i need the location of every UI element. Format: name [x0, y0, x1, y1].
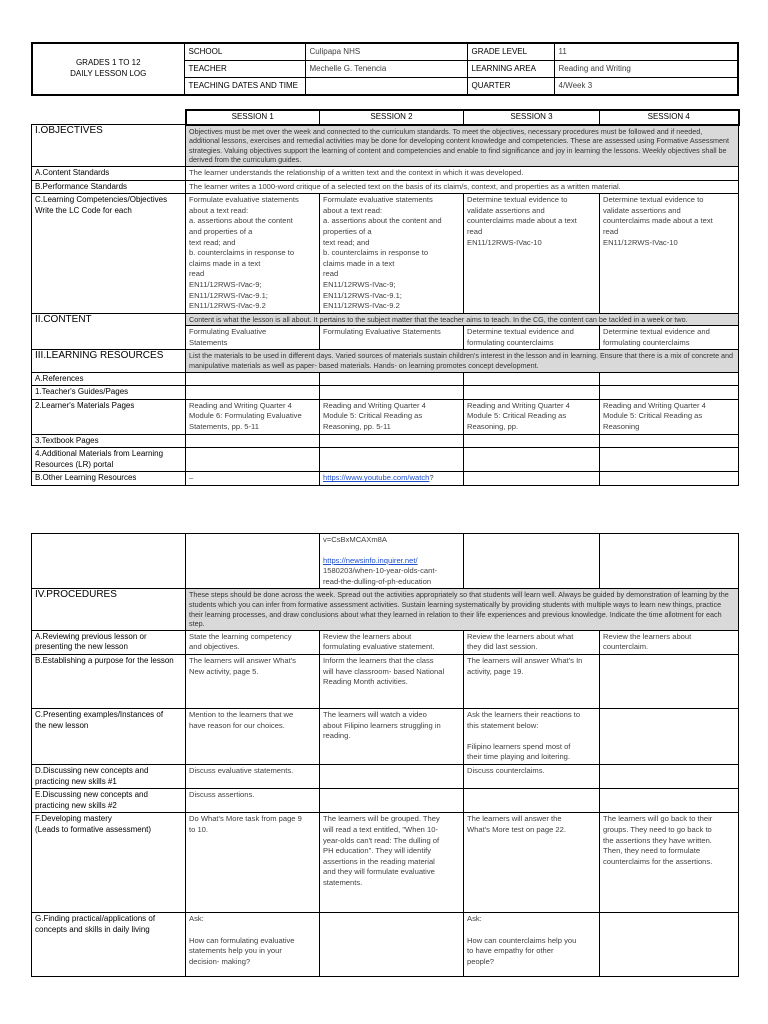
youtube-link-continued[interactable]: v=CsBxMCAXm8A — [323, 535, 387, 544]
procedure-d-s3: Discuss counterclaims. — [464, 764, 600, 788]
procedures-heading: IV.PROCEDURES — [32, 589, 186, 630]
procedure-c-label: C.Presenting examples/Instances of the new lesson — [32, 708, 186, 764]
guides-s2 — [320, 386, 464, 400]
lesson-table-part2 — [31, 533, 739, 977]
log-title — [32, 43, 184, 95]
references-s2 — [320, 372, 464, 386]
session-corner — [32, 110, 186, 125]
procedure-e-s4 — [600, 789, 739, 813]
other-resources-s1: – — [186, 472, 320, 486]
dates-value — [305, 78, 467, 96]
competency-session-3: Determine textual evidence to validate assertions and counterclaims made about a text read EN11/12RWS-IVac-10 — [464, 194, 600, 314]
other-resources-s2 — [320, 472, 464, 486]
area-value: Reading and Writing — [554, 61, 738, 78]
session-3-header: SESSION 3 — [464, 110, 600, 125]
additional-s4 — [600, 448, 739, 472]
session-2-header: SESSION 2 — [320, 110, 464, 125]
procedure-g-s1: Ask: How can formulating evaluative statements help you in your decision- making? — [186, 913, 320, 977]
continued-s3 — [464, 534, 600, 589]
guides-s1 — [186, 386, 320, 400]
header-table — [31, 42, 739, 96]
procedure-a-s3: Review the learners about what they did last session. — [464, 630, 600, 654]
procedure-c-s3: Ask the learners their reactions to this statement below: Filipino learners spend most of their time playing and loitering. — [464, 708, 600, 764]
procedure-f-label: F.Developing mastery (Leads to formative assessment) — [32, 813, 186, 913]
procedure-g-s2 — [320, 913, 464, 977]
procedure-b-s4 — [600, 654, 739, 708]
procedure-e-s1: Discuss assertions. — [186, 789, 320, 813]
procedure-c-s1: Mention to the learners that we have reason for our choices. — [186, 708, 320, 764]
resources-note: List the materials to be used in different days. Varied sources of materials sustain children's interest in the lesson and in learning. Ensure that there is a mix of concrete and manipulative materials as well as paper- based materials. Hands- on learning promotes concept development. — [186, 350, 739, 372]
school-label: SCHOOL — [184, 43, 305, 61]
content-note: Content is what the lesson is all about. It pertains to the subject matter that the teacher aims to teach. In the CG, the content can be tackled in a week or two. — [186, 313, 739, 326]
content-heading: II.CONTENT — [32, 313, 186, 350]
continued-s4 — [600, 534, 739, 589]
continued-s1 — [186, 534, 320, 589]
procedure-f-s4: The learners will go back to their groups. They need to go back to the assertions they have written. Then, they need to formulate counterclaims for the assertions. — [600, 813, 739, 913]
additional-materials-label: 4.Additional Materials from Learning Resources (LR) portal — [32, 448, 186, 472]
resources-heading: III.LEARNING RESOURCES — [32, 350, 186, 372]
performance-standards-value: The learner writes a 1000-word critique of a selected text on the basis of its claim/s, context, and properties as a written material. — [186, 180, 739, 194]
guides-s4 — [600, 386, 739, 400]
learners-materials-label: 2.Learner's Materials Pages — [32, 399, 186, 434]
procedure-b-s1: The learners will answer What's New activity, page 5. — [186, 654, 320, 708]
procedure-g-label: G.Finding practical/applications of concepts and skills in daily living — [32, 913, 186, 977]
continued-label — [32, 534, 186, 589]
procedure-f-s1: Do What's More task from page 9 to 10. — [186, 813, 320, 913]
materials-session-3: Reading and Writing Quarter 4 Module 5: Critical Reading as Reasoning, pp. — [464, 399, 600, 434]
quarter-label: QUARTER — [467, 78, 554, 96]
objectives-note: Objectives must be met over the week and connected to the curriculum standards. To meet the objectives, necessary procedures must be followed and if needed, additional lessons, exercises and remedial activities may be done for developing content knowledge and competencies. These are assessed using Formative Assessment strategies. Valuing objectives support the learning of content and competencies and enable to find significance and joy in learning the lessons. Weekly objectives shall be derived from the curriculum guides. — [186, 125, 739, 167]
competency-session-2: Formulate evaluative statements about a text read: a. assertions about the content and properties of a text read; and b. counterclaims in response to claims made in a text read EN11/12RWS-IVac-9; EN11/12RWS-IVac-9.1; EN11/12RWS-IVac-9.2 — [320, 194, 464, 314]
references-label: A.References — [32, 372, 186, 386]
procedure-a-s1: State the learning competency and objectives. — [186, 630, 320, 654]
procedure-b-label: B.Establishing a purpose for the lesson — [32, 654, 186, 708]
log-title-line1: GRADES 1 TO 12 — [75, 58, 141, 68]
procedure-g-s4 — [600, 913, 739, 977]
inquirer-link-continued[interactable]: 1580203/when-10-year-olds-cant- read-the-dulling-of-ph-education — [323, 566, 437, 586]
content-topic-session-4: Determine textual evidence and formulating counterclaims — [600, 326, 739, 350]
textbook-s3 — [464, 434, 600, 448]
procedure-f-s3: The learners will answer the What's More test on page 22. — [464, 813, 600, 913]
inquirer-link[interactable]: https://newsinfo.inquirer.net/ — [323, 555, 418, 565]
references-s4 — [600, 372, 739, 386]
objectives-heading: I.OBJECTIVES — [32, 125, 186, 167]
log-title-line2: DAILY LESSON LOG — [70, 69, 147, 78]
textbook-pages-label: 3.Textbook Pages — [32, 434, 186, 448]
teacher-label: TEACHER — [184, 61, 305, 78]
content-standards-value: The learner understands the relationship of a written text and the context in which it was developed. — [186, 166, 739, 180]
youtube-link[interactable]: https://www.youtube.com/watch — [323, 473, 430, 483]
guides-s3 — [464, 386, 600, 400]
textbook-s4 — [600, 434, 739, 448]
procedure-a-s4: Review the learners about counterclaim. — [600, 630, 739, 654]
materials-session-1: Reading and Writing Quarter 4 Module 6: Formulating Evaluative Statements, pp. 5-11 — [186, 399, 320, 434]
procedures-note: These steps should be done across the week. Spread out the activities appropriately so that students will learn well. Always be guided by demonstration of learning by the students which you can infer from formative assessment activities. Sustain learning systematically by providing students with multiple ways to learn new things, practice their learning processes, and draw conclusions about what they learned in relation to their life experiences and previous knowledge. Indicate the time allotment for each step. — [186, 589, 739, 630]
procedure-d-s2 — [320, 764, 464, 788]
textbook-s2 — [320, 434, 464, 448]
additional-s2 — [320, 448, 464, 472]
other-resources-s3 — [464, 472, 600, 486]
procedure-c-s4 — [600, 708, 739, 764]
additional-s1 — [186, 448, 320, 472]
procedure-e-s3 — [464, 789, 600, 813]
lesson-table-part1 — [31, 109, 740, 486]
content-topic-session-2: Formulating Evaluative Statements — [320, 326, 464, 350]
area-label: LEARNING AREA — [467, 61, 554, 78]
materials-session-4: Reading and Writing Quarter 4 Module 5: Critical Reading as Reasoning — [600, 399, 739, 434]
grade-value: 11 — [554, 43, 738, 61]
procedure-b-s2: Inform the learners that the class will have classroom- based National Reading Month activities. — [320, 654, 464, 708]
procedure-d-label: D.Discussing new concepts and practicing new skills #1 — [32, 764, 186, 788]
session-4-header: SESSION 4 — [600, 110, 739, 125]
procedure-d-s1: Discuss evaluative statements. — [186, 764, 320, 788]
quarter-value: 4/Week 3 — [554, 78, 738, 96]
procedure-e-label: E.Discussing new concepts and practicing new skills #2 — [32, 789, 186, 813]
procedure-a-label: A.Reviewing previous lesson or presenting the new lesson — [32, 630, 186, 654]
teachers-guides-label: 1.Teacher's Guides/Pages — [32, 386, 186, 400]
references-s3 — [464, 372, 600, 386]
school-value: Culipapa NHS — [305, 43, 467, 61]
session-1-header: SESSION 1 — [186, 110, 320, 125]
teacher-value: Mechelle G. Tenencia — [305, 61, 467, 78]
procedure-g-s3: Ask: How can counterclaims help you to have empathy for other people? — [464, 913, 600, 977]
content-topic-session-1: Formulating Evaluative Statements — [186, 326, 320, 350]
other-resources-label: B.Other Learning Resources — [32, 472, 186, 486]
textbook-s1 — [186, 434, 320, 448]
content-standards-label: A.Content Standards — [32, 166, 186, 180]
materials-session-2: Reading and Writing Quarter 4 Module 5: Critical Reading as Reasoning, pp. 5-11 — [320, 399, 464, 434]
performance-standards-label: B.Performance Standards — [32, 180, 186, 194]
procedure-d-s4 — [600, 764, 739, 788]
other-resources-s2-continued — [320, 534, 464, 589]
grade-label: GRADE LEVEL — [467, 43, 554, 61]
additional-s3 — [464, 448, 600, 472]
procedure-c-s2: The learners will watch a video about Filipino learners struggling in reading. — [320, 708, 464, 764]
procedure-f-s2: The learners will be grouped. They will read a text entitled, "When 10- year-olds can't read: The dulling of PH education". They will identify assertions in the reading material and they will formulate evaluative statements. — [320, 813, 464, 913]
youtube-link-suffix: ? — [429, 473, 434, 483]
references-s1 — [186, 372, 320, 386]
procedure-a-s2: Review the learners about formulating evaluative statement. — [320, 630, 464, 654]
competency-session-1: Formulate evaluative statements about a text read: a. assertions about the content and properties of a text read; and b. counterclaims in response to claims made in a text read EN11/12RWS-IVac-9; EN11/12RWS-IVac-9.1; EN11/12RWS-IVac-9.2 — [186, 194, 320, 314]
procedure-b-s3: The learners will answer What's In activity, page 19. — [464, 654, 600, 708]
other-resources-s4 — [600, 472, 739, 486]
competency-session-4: Determine textual evidence to validate assertions and counterclaims made about a text read EN11/12RWS-IVac-10 — [600, 194, 739, 314]
procedure-e-s2 — [320, 789, 464, 813]
dates-label: TEACHING DATES AND TIME — [184, 78, 305, 96]
competencies-label: C.Learning Competencies/Objectives Write the LC Code for each — [32, 194, 186, 314]
content-topic-session-3: Determine textual evidence and formulating counterclaims — [464, 326, 600, 350]
